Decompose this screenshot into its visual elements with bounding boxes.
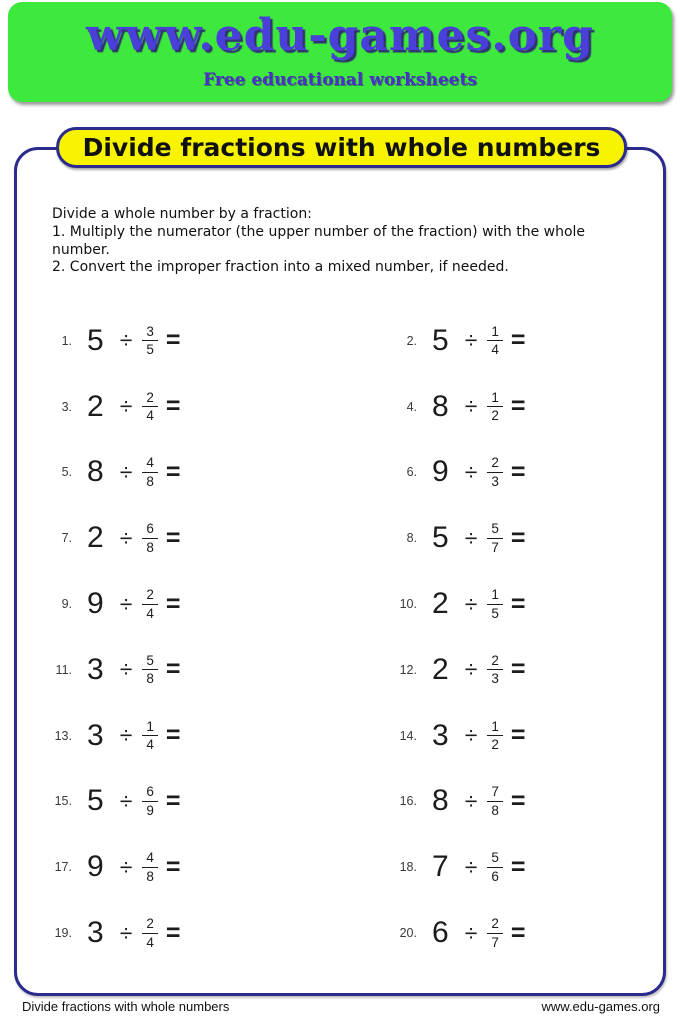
divide-operator-icon: ÷ — [119, 458, 133, 485]
fraction-denominator: 7 — [491, 539, 499, 555]
equals-sign: = — [510, 326, 526, 355]
problem-number: 6. — [406, 465, 417, 480]
instructions — [52, 206, 597, 277]
fraction-denominator: 8 — [146, 539, 154, 555]
problem-number: 3. — [61, 399, 72, 414]
divide-operator-icon: ÷ — [119, 590, 133, 617]
fraction-denominator: 7 — [491, 934, 499, 950]
problem-number: 12. — [399, 662, 417, 677]
fraction-numerator: 1 — [487, 391, 503, 408]
instructions-step-1: 1. Multiply the numerator (the upper number of the fraction) with the whole number. — [52, 223, 586, 258]
fraction — [142, 391, 158, 423]
problem-item — [393, 834, 638, 900]
fraction-numerator: 5 — [487, 851, 503, 868]
fraction-numerator: 2 — [142, 917, 158, 934]
divide-operator-icon: ÷ — [119, 393, 133, 420]
fraction-numerator: 1 — [487, 588, 503, 605]
problem-number: 10. — [399, 597, 417, 612]
problem-number: 2. — [406, 333, 417, 348]
fraction-numerator: 2 — [487, 456, 503, 473]
fraction-denominator: 8 — [146, 868, 154, 884]
fraction — [142, 720, 158, 752]
fraction — [487, 785, 503, 817]
site-tagline: Free educational worksheets — [203, 70, 477, 90]
whole-number: 7 — [432, 850, 450, 884]
problem-number: 14. — [399, 728, 417, 743]
equals-sign: = — [510, 392, 526, 421]
problems-grid — [48, 308, 638, 966]
worksheet-title: Divide fractions with whole numbers — [56, 127, 628, 168]
whole-number: 3 — [87, 652, 105, 686]
fraction — [142, 654, 158, 686]
fraction — [487, 522, 503, 554]
fraction — [487, 851, 503, 883]
whole-number: 2 — [87, 389, 105, 423]
fraction-numerator: 3 — [142, 325, 158, 342]
problem-item — [48, 834, 393, 900]
equals-sign: = — [165, 852, 181, 881]
whole-number: 9 — [87, 850, 105, 884]
divide-operator-icon: ÷ — [464, 327, 478, 354]
whole-number: 5 — [432, 521, 450, 555]
problem-item — [393, 900, 638, 966]
equals-sign: = — [165, 326, 181, 355]
fraction-denominator: 9 — [146, 802, 154, 818]
equals-sign: = — [165, 523, 181, 552]
footer-site-url: www.edu-games.org — [541, 999, 660, 1014]
equals-sign: = — [165, 786, 181, 815]
fraction — [142, 588, 158, 620]
fraction-denominator: 6 — [491, 868, 499, 884]
fraction — [142, 456, 158, 488]
equals-sign: = — [510, 655, 526, 684]
whole-number: 8 — [432, 784, 450, 818]
divide-operator-icon: ÷ — [119, 327, 133, 354]
problem-number: 5. — [61, 465, 72, 480]
site-banner — [8, 2, 672, 102]
equals-sign: = — [165, 457, 181, 486]
equals-sign: = — [510, 852, 526, 881]
fraction — [487, 720, 503, 752]
fraction-denominator: 3 — [491, 671, 499, 687]
footer-title: Divide fractions with whole numbers — [22, 999, 230, 1014]
fraction-denominator: 5 — [146, 342, 154, 358]
fraction-denominator: 5 — [491, 605, 499, 621]
fraction — [142, 917, 158, 949]
fraction — [487, 456, 503, 488]
fraction-numerator: 4 — [142, 851, 158, 868]
problem-item — [393, 571, 638, 637]
fraction-denominator: 4 — [146, 605, 154, 621]
fraction-numerator: 2 — [487, 654, 503, 671]
fraction — [142, 785, 158, 817]
problem-item — [393, 440, 638, 506]
fraction — [487, 325, 503, 357]
divide-operator-icon: ÷ — [119, 722, 133, 749]
problem-item — [48, 900, 393, 966]
fraction-numerator: 2 — [487, 917, 503, 934]
equals-sign: = — [165, 721, 181, 750]
fraction-numerator: 1 — [487, 720, 503, 737]
divide-operator-icon: ÷ — [119, 787, 133, 814]
whole-number: 8 — [432, 389, 450, 423]
whole-number: 2 — [432, 652, 450, 686]
divide-operator-icon: ÷ — [464, 853, 478, 880]
fraction-denominator: 2 — [491, 408, 499, 424]
divide-operator-icon: ÷ — [464, 919, 478, 946]
fraction — [487, 588, 503, 620]
whole-number: 6 — [432, 916, 450, 950]
divide-operator-icon: ÷ — [464, 524, 478, 551]
divide-operator-icon: ÷ — [464, 787, 478, 814]
divide-operator-icon: ÷ — [119, 853, 133, 880]
divide-operator-icon: ÷ — [464, 656, 478, 683]
divide-operator-icon: ÷ — [464, 458, 478, 485]
whole-number: 9 — [432, 455, 450, 489]
fraction — [142, 522, 158, 554]
problem-item — [48, 440, 393, 506]
fraction — [487, 917, 503, 949]
equals-sign: = — [165, 589, 181, 618]
whole-number: 3 — [87, 718, 105, 752]
problem-item — [48, 703, 393, 769]
whole-number: 5 — [87, 323, 105, 357]
fraction-denominator: 8 — [146, 473, 154, 489]
problem-number: 17. — [54, 860, 72, 875]
fraction-denominator: 4 — [491, 342, 499, 358]
problem-item — [393, 703, 638, 769]
fraction-numerator: 6 — [142, 522, 158, 539]
whole-number: 8 — [87, 455, 105, 489]
problem-item — [393, 769, 638, 835]
problem-item — [393, 308, 638, 374]
fraction-denominator: 4 — [146, 737, 154, 753]
equals-sign: = — [510, 457, 526, 486]
fraction-numerator: 7 — [487, 785, 503, 802]
fraction-numerator: 5 — [142, 654, 158, 671]
problem-number: 9. — [61, 597, 72, 612]
equals-sign: = — [165, 392, 181, 421]
equals-sign: = — [510, 918, 526, 947]
fraction-numerator: 4 — [142, 456, 158, 473]
equals-sign: = — [510, 523, 526, 552]
site-title: www.edu-games.org — [86, 10, 594, 61]
fraction-denominator: 3 — [491, 473, 499, 489]
problem-number: 11. — [55, 662, 72, 677]
fraction-denominator: 8 — [146, 671, 154, 687]
problem-item — [48, 374, 393, 440]
fraction-numerator: 2 — [142, 391, 158, 408]
whole-number: 5 — [432, 323, 450, 357]
whole-number: 2 — [87, 521, 105, 555]
whole-number: 9 — [87, 587, 105, 621]
fraction-denominator: 8 — [491, 802, 499, 818]
fraction-numerator: 1 — [487, 325, 503, 342]
fraction-denominator: 2 — [491, 737, 499, 753]
problem-number: 7. — [61, 531, 72, 546]
problem-number: 16. — [399, 794, 417, 809]
problem-item — [48, 308, 393, 374]
fraction-denominator: 4 — [146, 408, 154, 424]
problem-number: 19. — [54, 926, 72, 941]
equals-sign: = — [510, 721, 526, 750]
problem-item — [48, 769, 393, 835]
divide-operator-icon: ÷ — [464, 393, 478, 420]
equals-sign: = — [510, 589, 526, 618]
whole-number: 3 — [432, 718, 450, 752]
divide-operator-icon: ÷ — [464, 722, 478, 749]
fraction — [142, 851, 158, 883]
instructions-step-2: 2. Convert the improper fraction into a mixed number, if needed. — [52, 259, 509, 276]
page-footer — [22, 999, 660, 1014]
equals-sign: = — [510, 786, 526, 815]
problem-item — [48, 637, 393, 703]
problem-number: 20. — [399, 926, 417, 941]
fraction — [487, 391, 503, 423]
divide-operator-icon: ÷ — [119, 656, 133, 683]
whole-number: 3 — [87, 916, 105, 950]
whole-number: 2 — [432, 587, 450, 621]
instructions-intro: Divide a whole number by a fraction: — [52, 206, 312, 222]
problem-number: 1. — [61, 333, 72, 348]
problem-item — [393, 637, 638, 703]
problem-item — [393, 505, 638, 571]
problem-number: 18. — [399, 860, 417, 875]
divide-operator-icon: ÷ — [464, 590, 478, 617]
problem-number: 13. — [54, 728, 72, 743]
fraction — [487, 654, 503, 686]
divide-operator-icon: ÷ — [119, 524, 133, 551]
problem-item — [48, 505, 393, 571]
divide-operator-icon: ÷ — [119, 919, 133, 946]
whole-number: 5 — [87, 784, 105, 818]
fraction-numerator: 6 — [142, 785, 158, 802]
problem-number: 8. — [406, 531, 417, 546]
fraction-numerator: 2 — [142, 588, 158, 605]
problem-number: 15. — [54, 794, 72, 809]
fraction-numerator: 1 — [142, 720, 158, 737]
problem-item — [393, 374, 638, 440]
fraction — [142, 325, 158, 357]
problem-item — [48, 571, 393, 637]
equals-sign: = — [165, 655, 181, 684]
equals-sign: = — [165, 918, 181, 947]
fraction-denominator: 4 — [146, 934, 154, 950]
fraction-numerator: 5 — [487, 522, 503, 539]
problem-number: 4. — [406, 399, 417, 414]
